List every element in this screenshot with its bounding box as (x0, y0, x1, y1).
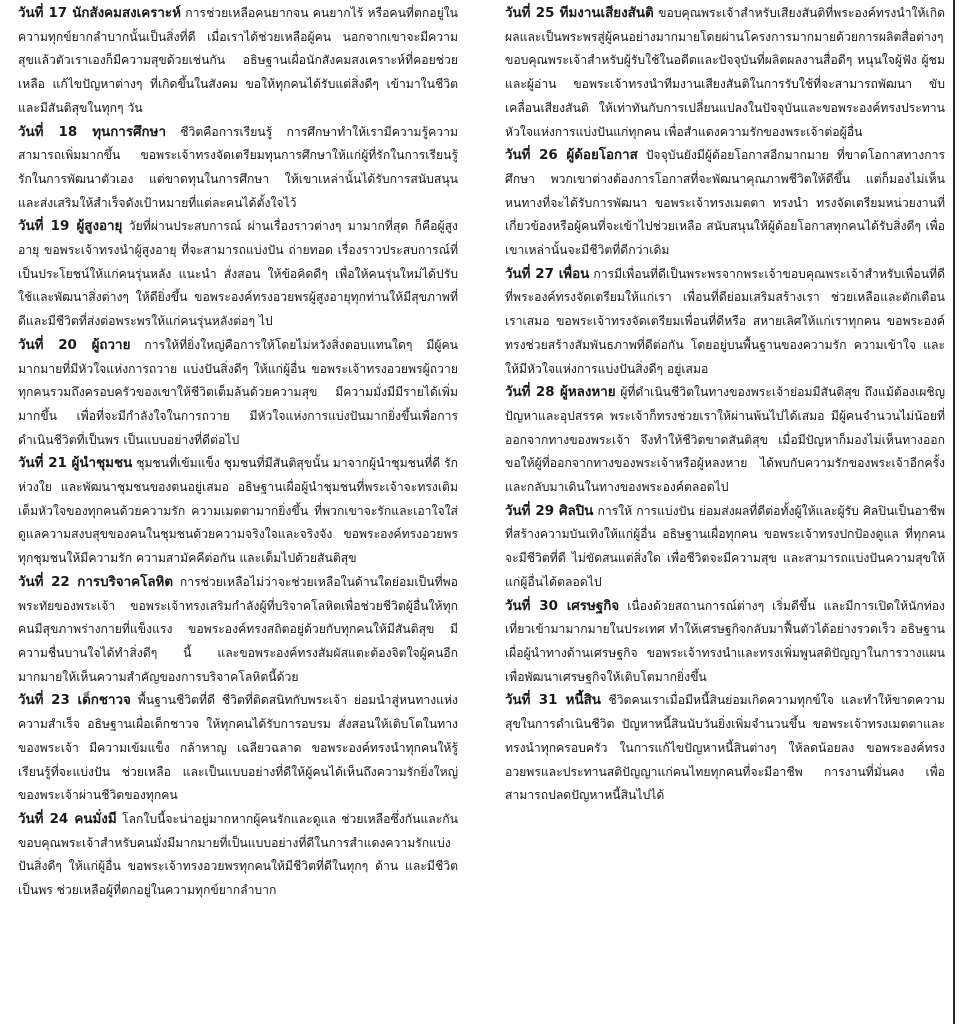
entry-body: การให้ การแบ่งปัน ย่อมส่งผลที่ดีต่อทั้งผู้ให้และผู้รับ ศิลปินเป็นอาชีพที่สร้างความบันเทิงให้แก่ผู้อื่น อธิษฐานเผื่อทุกคน ขอพระเจ้าทรงปกป้องดูแล ที่ทุกคนจะมีชีวิตที่ดี ไม่ขัดสนแต่สิ่งใด เพื่อชีวิตจะมีความสุข และสามารถแบ่งปันความสุขให้แก่ผู้อื่นได้ตลอดไป (505, 503, 945, 589)
page-edge-rule (953, 0, 955, 1024)
prayer-entry-day-18 (18, 121, 458, 216)
prayer-entry-day-31 (505, 689, 945, 808)
entry-body: การช่วยเหลือไม่ว่าจะช่วยเหลือในด้านใดย่อมเป็นที่พอพระทัยของพระเจ้า ขอพระเจ้าทรงเสริมกำลังผู้ที่บริจาคโลหิตเพื่อช่วยชีวิตผู้อื่นให้ทุกคนมีสุขภาพร่างกายที่แข็งแรง ขอพระองค์ทรงสถิตอยู่ด้วยกับทุกคนให้มีสันติสุข มีความชื่นบานใจได้ทำสิ่งดีๆ นี้ และขอพระองค์ทรงสัมผัสแตะต้องจิตใจผู้คนอีกมากมายให้เห็นความสำคัญของการบริจาคโลหิตนี้ด้วย (18, 574, 458, 684)
entry-heading: วันที่ 23 เด็กชาวจ (18, 693, 131, 709)
prayer-entry-day-25 (505, 2, 945, 144)
left-column (18, 2, 458, 903)
entry-heading: วันที่ 22 การบริจาคโลหิต (18, 574, 174, 590)
prayer-entry-day-29 (505, 500, 945, 595)
entry-heading: วันที่ 25 ทีมงานเสียงสันติ (505, 6, 654, 21)
entry-body: ชุมชนที่เข้มแข็ง ชุมชนที่มีสันติสุขนั้น มาจากผู้นำชุมชนที่ดี รัก ห่วงใย และพัฒนาชุมชนของตนอยู่เสมอ อธิษฐานเผื่อผู้นำชุมชนที่พระเจ้าจะทรงเติมเต็มหัวใจของทุกคนด้วยความรัก ความเมตตามากยิ่งขึ้น ที่พวกเขาจะรักและเอาใจใส่ดูแลความสงบสุขของคนในชุมชนด้วยความจริงใจและจริงจัง ขอพระองค์ทรงอวยพรทุกชุมชนให้มีความรัก ความสามัคคีต่อกัน และเต็มไปด้วยสันติสุข (18, 456, 459, 566)
prayer-entry-day-28 (505, 381, 945, 500)
entry-body: โลกใบนี้จะน่าอยู่มากหากผู้คนรักและดูแล ช่วยเหลือซึ่งกันและกัน ขอบคุณพระเจ้าสำหรับคนมั่งมีมากมายที่เป็นแบบอย่างที่ดีในการสำแดงความรักแบ่งปันสิ่งดีๆ ให้แก่ผู้อื่น ขอพระเจ้าทรงอวยพรทุกคนให้มีชีวิตที่ดีในทุกๆ ด้าน และมีชีวิตเป็นพร ช่วยเหลือผู้ที่ตกอยู่ในความทุกข์ยากลำบาก (18, 811, 458, 898)
entry-heading: วันที่ 19 ผู้สูงอายุ (18, 219, 123, 235)
prayer-entry-day-20 (18, 334, 458, 453)
entry-heading: วันที่ 24 คนมั่งมี (18, 811, 117, 827)
entry-body: พื้นฐานชีวิตที่ดี ชีวิตที่ติดสนิทกับพระเจ้า ย่อมนำสู่หนทางแห่งความสำเร็จ อธิษฐานเผื่อเด็กชาวจ ให้ทุกคนได้รับการอบรม สั่งสอนให้เติบโตในทางของพระเจ้า มีความเข้มแข็ง กล้าหาญ เฉลียวฉลาด ขอพระองค์ทรงนำทุกคนให้รู้เรียนรู้ที่จะแบ่งปัน ช่วยเหลือ และเป็นแบบอย่างที่ดีให้ผู้คนได้เห็นถึงความรักยิ่งใหญ่ของพระเจ้าผ่านชีวิตของทุกคน (18, 693, 458, 803)
entry-body: วัยที่ผ่านประสบการณ์ ผ่านเรื่องราวต่างๆ มามากที่สุด ก็คือผู้สูงอายุ ขอพระเจ้าทรงนำผู้สูงอายุ ที่จะสามารถแบ่งปัน ถ่ายทอด เรื่องราวประสบการณ์ที่เป็นประโยชน์ให้แก่คนรุ่นหลัง แนะนำ สั่งสอน ให้ข้อคิดดีๆ เพื่อให้คนรุ่นใหม่ได้ปรับใช้และพัฒนาสิ่งต่างๆ ให้ดียิ่งขึ้น ขอพระองค์ทรงอวยพรผู้สูงอายุทุกท่านให้มีสุขภาพที่ดีและมีชีวิตที่ส่งต่อพระพรให้แก่คนรุ่นหลังต่อๆ ไป (18, 219, 458, 329)
entry-body: การมีเพื่อนที่ดีเป็นพระพรจากพระเจ้าขอบคุณพระเจ้าสำหรับเพื่อนที่ดีที่พระองค์ทรงจัดเตรียมให้แก่เรา เพื่อนที่ดีย่อมเสริมสร้างเรา ช่วยเหลือและตักเตือนเราเสมอ ขอพระเจ้าทรงจัดเตรียมเพื่อนที่ดีหรือ สหายเลิศให้แก่เราทุกคน ขอพระองค์ทรงช่วยสร้างสัมพันธภาพที่ดีต่อกัน โดยอยู่บนพื้นฐานของความรัก ความเข้าใจ และให้มีหัวใจแห่งการแบ่งปันสิ่งดีๆ อยู่เสมอ (505, 266, 946, 376)
entry-body: การให้ที่ยิ่งใหญ่คือการให้โดยไม่หวังสิ่งตอบแทนใดๆ มีผู้คนมากมายที่มีหัวใจแห่งการถวาย แบ่งปันสิ่งดีๆ ให้แก่ผู้อื่น ขอพระเจ้าทรงอวยพรผู้ถวายทุกคนรวมถึงครอบครัวของเขาให้ชีวิตเต็มล้นด้วยความสุข มีความมั่งมีมีรายได้เพิ่มมากขึ้น เพื่อที่จะมีกำลังใจในการถวาย มีหัวใจแห่งการแบ่งปันมากยิ่งขึ้นเพื่อการดำเนินชีวิตที่เป็นพร เป็นแบบอย่างที่ดีต่อไป (18, 337, 459, 447)
entry-body: ผู้ที่ดำเนินชีวิตในทางของพระเจ้าย่อมมีสันติสุข ถึงแม้ต้องเผชิญปัญหาและอุปสรรค พระเจ้าก็ทรงช่วยเราให้ผ่านพ้นไปได้เสมอ มีผู้คนจำนวนไม่น้อยที่ออกจากทางของพระเจ้า จึงทำให้ชีวิตขาดสันติสุข เมื่อมีปัญหาก็มองไม่เห็นทางออก ขอให้ผู้ที่ออกจากทางของพระเจ้าหรือผู้หลงหาย ได้พบกับความรักของพระเจ้าอีกครั้ง และกลับมาเดินในทางของพระองค์ตลอดไป (505, 385, 945, 495)
entry-heading: วันที่ 26 ผู้ด้อยโอกาส (505, 148, 638, 164)
prayer-entry-day-17 (18, 2, 458, 121)
prayer-entry-day-21 (18, 452, 458, 571)
prayer-entry-day-23 (18, 689, 458, 808)
entry-body: เนื่องด้วยสถานการณ์ต่างๆ เริ่มดีขึ้น และมีการเปิดให้นักท่องเที่ยวเข้ามามากมายในประเทศ ทำให้เศรษฐกิจกลับมาฟื้นตัวได้อย่างรวดเร็ว อธิษฐานเผื่อผู้นำทางด้านเศรษฐกิจ ขอพระเจ้าทรงนำและทรงเพิ่มพูนสติปัญญาในการวางแผนเพื่อพัฒนาเศรษฐกิจให้เติบโตมากยิ่งขึ้น (505, 598, 945, 684)
right-column (505, 2, 945, 808)
prayer-entry-day-26 (505, 144, 945, 263)
entry-body: ชีวิตคือการเรียนรู้ การศึกษาทำให้เรามีความรู้ความสามารถเพิ่มมากขึ้น ขอพระเจ้าทรงจัดเตรียมทุนการศึกษาให้แก่ผู้ที่รักในการเรียนรู้ รักในการพัฒนาตัวเอง แต่ขาดทุนในการศึกษา ให้เขาเหล่านั้นได้รับการสนับสนุน และส่งเสริมให้สำเร็จดังเป้าหมายที่แต่ละคนได้ตั้งใจไว้ (18, 124, 459, 210)
entry-body: ชีวิตคนเราเมื่อมีหนี้สินย่อมเกิดความทุกข์ใจ และทำให้ขาดความสุขในการดำเนินชีวิต ปัญหาหนี้สินนับวันยิ่งเพิ่มจำนวนขึ้น ขอพระเจ้าทรงเมตตาและทรงนำทุกครอบครัว ในการแก้ไขปัญหาหนี้สินต่างๆ ให้ลดน้อยลง ขอพระองค์ทรงอวยพรและประทานสติปัญญาแก่คนไทยทุกคนที่จะมีอาชีพ การงานที่มั่นคง เพื่อสามารถปลดปัญหาหนี้สินไปได้ (505, 693, 946, 803)
prayer-entry-day-30 (505, 595, 945, 690)
entry-heading: วันที่ 20 ผู้ถวาย (18, 337, 131, 353)
entry-heading: วันที่ 18 ทุนการศึกษา (18, 124, 166, 140)
entry-body: ปัจจุบันยังมีผู้ด้อยโอกาสอีกมากมาย ที่ขาดโอกาสทางการศึกษา พวกเขาต่างต้องการโอกาสที่จะพัฒนาคุณภาพชีวิตให้ดีขึ้น แต่ก็มองไม่เห็นหนทางที่จะได้รับการพัฒนา ขอพระเจ้าทรงเมตตา ทรงนำ ทรงจัดเตรียมหน่วยงานที่เกี่ยวข้องหรือผู้คนที่จะเข้าไปช่วยเหลือ สนับสนุนให้ผู้ด้อยโอกาสทุกคนได้รับสิ่งดีๆ เพื่อเขาเหล่านั้นจะมีชีวิตที่ดีกว่าเดิม (505, 148, 945, 258)
prayer-entry-day-27 (505, 263, 945, 382)
entry-heading: วันที่ 31 หนี้สิน (505, 693, 601, 709)
entry-heading: วันที่ 17 นักสังคมสงเคราะห์ (18, 6, 181, 21)
entry-heading: วันที่ 21 ผู้นำชุมชน (18, 456, 133, 472)
prayer-entry-day-24 (18, 808, 458, 903)
prayer-entry-day-19 (18, 215, 458, 334)
prayer-entry-day-22 (18, 571, 458, 690)
entry-body: ขอบคุณพระเจ้าสำหรับเสียงสันติที่พระองค์ทรงนำให้เกิดผลและเป็นพระพรสู่ผู้คนอย่างมากมายโดยผ่านโครงการมากมายด้วยการผลิตสื่อต่างๆ ขอบคุณพระเจ้าสำหรับผู้รับใช้ในอดีตและปัจจุบันที่ผลิตผลงานสื่อดีๆ หนุนใจผู้ฟัง ผู้ชม และผู้อ่าน ขอพระเจ้าทรงนำทีมงานเสียงสันติในการรับใช้ที่จะสามารถพัฒนา ขับเคลื่อนเสียงสันติ ให้เท่าทันกับการเปลี่ยนแปลงในปัจจุบันและขอพระองค์ทรงประทานหัวใจแห่งการแบ่งปันแก่ทุกคน เพื่อสำแดงความรักของพระเจ้าต่อผู้อื่น (505, 6, 946, 139)
entry-heading: วันที่ 27 เพื่อน (505, 266, 590, 282)
entry-body: การช่วยเหลือคนยากจน คนยากไร้ หรือคนที่ตกอยู่ในความทุกข์ยากลำบากนั้นเป็นสิ่งที่ดี เมื่อเราได้ช่วยเหลือผู้คน นอกจากเขาจะมีความสุขแล้วตัวเราเองก็มีความสุขด้วยเช่นกัน อธิษฐานเผื่อนักสังคมสงเคราะห์ที่คอยช่วยเหลือ แก้ไขปัญหาต่างๆ ที่เกิดขึ้นในสังคม ขอให้ทุกคนได้รับแต่สิ่งดีๆ เข้ามาในชีวิต และมีสันติสุขในทุกๆ วัน (18, 6, 458, 115)
entry-heading: วันที่ 28 ผู้หลงหาย (505, 385, 616, 401)
entry-heading: วันที่ 30 เศรษฐกิจ (505, 598, 620, 614)
entry-heading: วันที่ 29 ศิลปิน (505, 503, 594, 519)
